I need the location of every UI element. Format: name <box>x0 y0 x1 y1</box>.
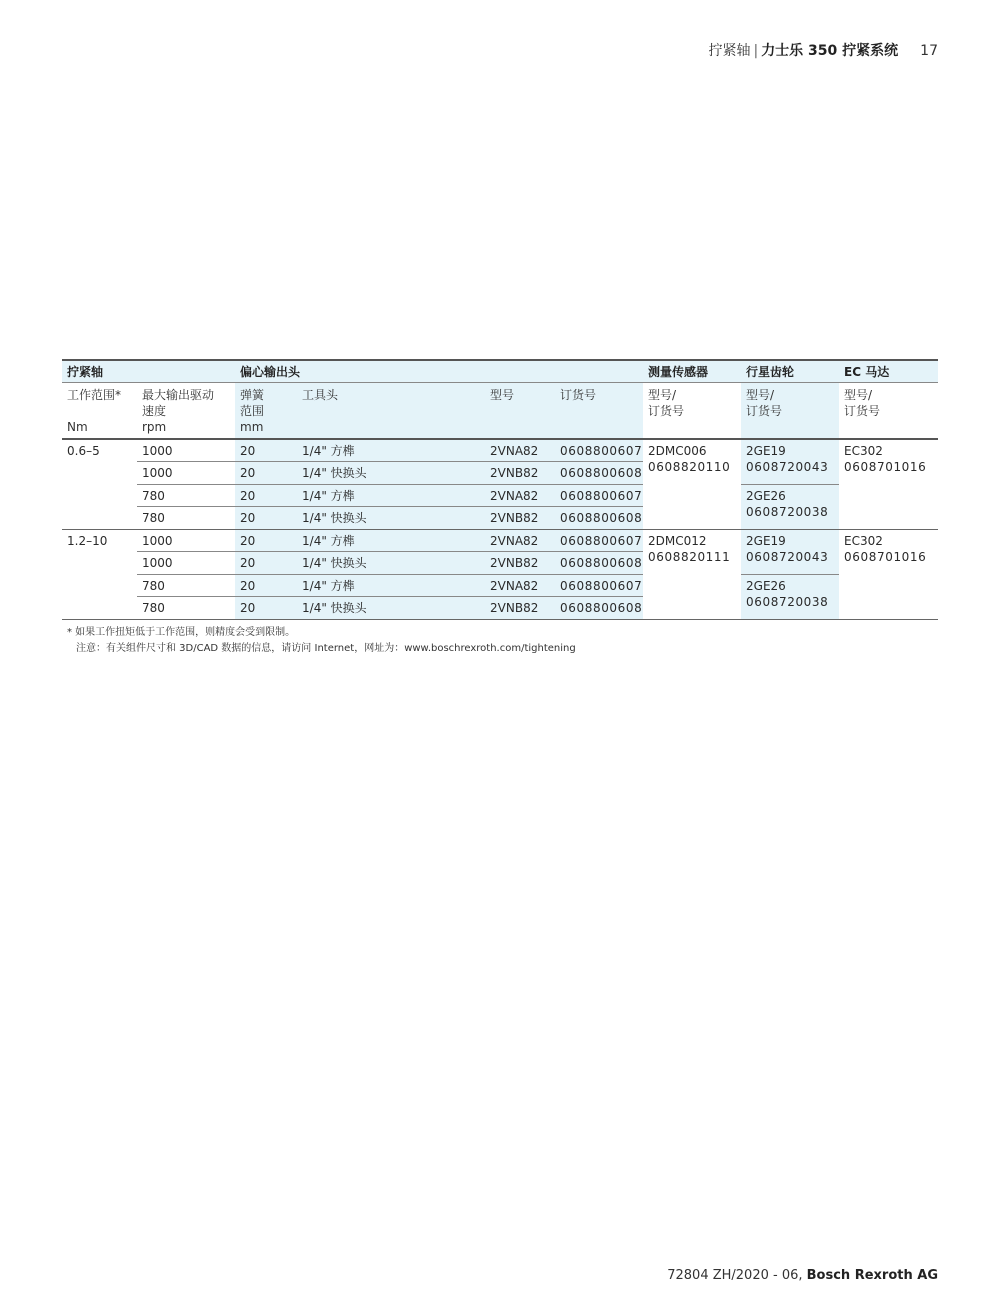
speed-cell: 780 <box>137 484 235 507</box>
tool-cell: 1/4" 快换头 <box>297 507 485 530</box>
page-number: 17 <box>920 43 938 59</box>
gearbox-cell: 2GE19 0608720043 <box>741 439 839 484</box>
table-row <box>62 439 938 462</box>
spring-cell: 20 <box>235 462 297 485</box>
table-row <box>62 484 938 507</box>
model-cell: 2VNB82 <box>485 597 555 620</box>
col-spring: 弹簧 范围 mm <box>235 382 297 439</box>
notes <box>67 625 576 657</box>
col-motor: 型号/ 订货号 <box>839 382 938 439</box>
page-header <box>708 40 938 60</box>
tool-cell: 1/4" 方榫 <box>297 529 485 552</box>
footnote: * 如果工作扭矩低于工作范围，则精度会受到限制。 <box>67 627 296 638</box>
model-cell: 2VNB82 <box>485 507 555 530</box>
speed-cell: 780 <box>137 574 235 597</box>
motor-cell: EC302 0608701016 <box>839 439 938 529</box>
col-order: 订货号 <box>555 382 643 439</box>
gearbox-cell: 2GE19 0608720043 <box>741 529 839 574</box>
speed-cell: 1000 <box>137 462 235 485</box>
sensor-cell: 2DMC012 0608820111 <box>643 529 741 619</box>
sensor-cell: 2DMC006 0608820110 <box>643 439 741 529</box>
tool-cell: 1/4" 快换头 <box>297 462 485 485</box>
col-range: 工作范围* Nm <box>62 382 137 439</box>
model-cell: 2VNA82 <box>485 574 555 597</box>
model-cell: 2VNA82 <box>485 484 555 507</box>
model-cell: 2VNB82 <box>485 462 555 485</box>
group-spindle: 拧紧轴 <box>62 360 235 382</box>
tool-cell: 1/4" 方榫 <box>297 484 485 507</box>
speed-cell: 1000 <box>137 529 235 552</box>
info-note: 注意：有关组件尺寸和 3D/CAD 数据的信息，请访问 Internet，网址为：www.boschrexroth.com/tightening <box>76 643 576 654</box>
order-cell: 0608800608 <box>555 597 643 620</box>
table-row <box>62 574 938 597</box>
header-separator: | <box>753 43 759 59</box>
model-cell: 2VNA82 <box>485 529 555 552</box>
gearbox-cell: 2GE26 0608720038 <box>741 484 839 529</box>
col-model: 型号 <box>485 382 555 439</box>
speed-cell: 1000 <box>137 552 235 575</box>
col-speed: 最大输出驱动 速度 rpm <box>137 382 235 439</box>
group-sensor: 测量传感器 <box>643 360 741 382</box>
speed-cell: 780 <box>137 507 235 530</box>
order-cell: 0608800607 <box>555 529 643 552</box>
group-motor: EC 马达 <box>839 360 938 382</box>
header-section: 拧紧轴 <box>708 43 751 59</box>
col-tool: 工具头 <box>297 382 485 439</box>
tool-cell: 1/4" 快换头 <box>297 597 485 620</box>
range-cell: 0.6–5 <box>62 439 137 529</box>
range-cell: 1.2–10 <box>62 529 137 619</box>
order-cell: 0608800607 <box>555 574 643 597</box>
column-header-row <box>62 382 938 439</box>
order-cell: 0608800608 <box>555 507 643 530</box>
col-gearbox: 型号/ 订货号 <box>741 382 839 439</box>
spring-cell: 20 <box>235 507 297 530</box>
company-name: Bosch Rexroth AG <box>806 1268 938 1283</box>
tool-cell: 1/4" 快换头 <box>297 552 485 575</box>
spring-cell: 20 <box>235 484 297 507</box>
tool-cell: 1/4" 方榫 <box>297 439 485 462</box>
order-cell: 0608800607 <box>555 439 643 462</box>
page-footer <box>667 1268 938 1283</box>
spring-cell: 20 <box>235 574 297 597</box>
group-gearbox: 行星齿轮 <box>741 360 839 382</box>
model-cell: 2VNA82 <box>485 439 555 462</box>
tool-cell: 1/4" 方榫 <box>297 574 485 597</box>
motor-cell: EC302 0608701016 <box>839 529 938 619</box>
order-cell: 0608800607 <box>555 484 643 507</box>
group-header-row <box>62 360 938 382</box>
doc-id: 72804 ZH/2020 - 06, <box>667 1268 803 1283</box>
speed-cell: 780 <box>137 597 235 620</box>
header-title: 力士乐 350 拧紧系统 <box>761 43 899 59</box>
speed-cell: 1000 <box>137 439 235 462</box>
spec-table <box>62 359 938 620</box>
spring-cell: 20 <box>235 529 297 552</box>
spring-cell: 20 <box>235 552 297 575</box>
model-cell: 2VNB82 <box>485 552 555 575</box>
order-cell: 0608800608 <box>555 552 643 575</box>
col-sensor: 型号/ 订货号 <box>643 382 741 439</box>
table-row <box>62 529 938 552</box>
gearbox-cell: 2GE26 0608720038 <box>741 574 839 619</box>
spring-cell: 20 <box>235 597 297 620</box>
spring-cell: 20 <box>235 439 297 462</box>
group-offset-head: 偏心输出头 <box>235 360 643 382</box>
order-cell: 0608800608 <box>555 462 643 485</box>
